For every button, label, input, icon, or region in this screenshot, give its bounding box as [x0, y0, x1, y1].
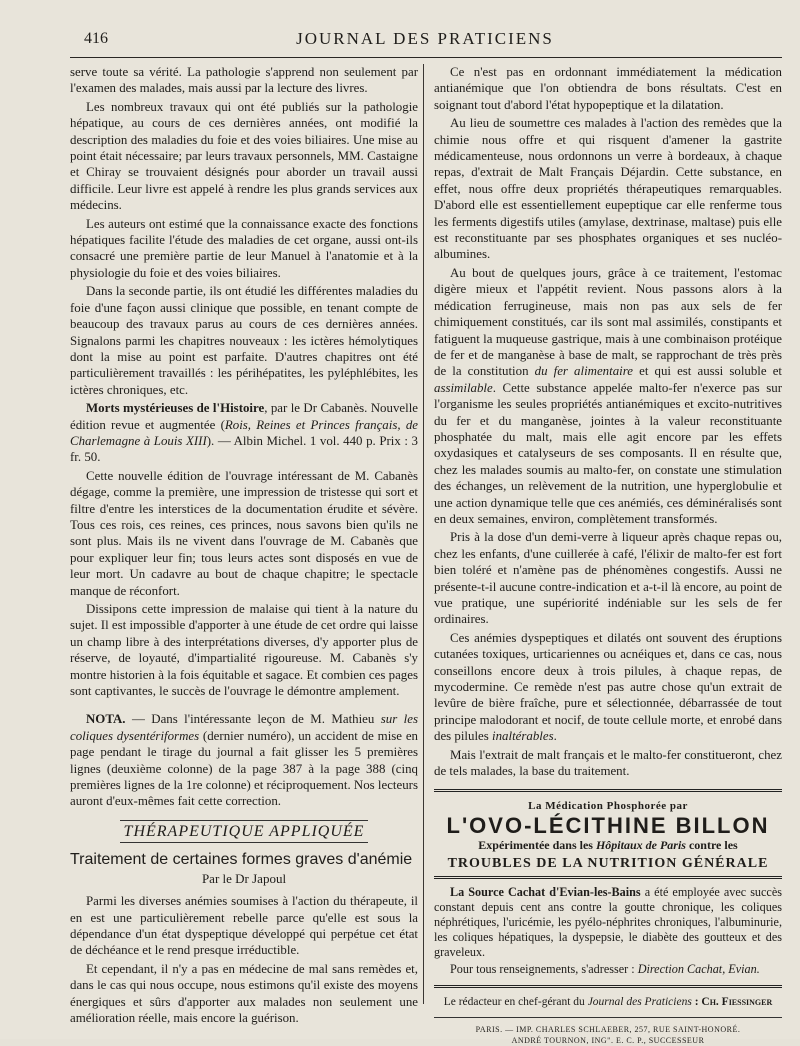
paragraph: Les auteurs ont estimé que la connaissance exacte des fonctions hépatiques facilite l'étude des maladies de cet organe, aussi ont-ils consacré une première partie de leur Manuel à l'anatomie et à la physiologie du foie et des voies biliaires. [70, 216, 418, 280]
text-run: . Cette substance appelée malto-fer n'exerce pas sur l'organisme les seules propriétés antianémiques et excito-nutritives du fer et du manganèse, jointes à la valeur reconstituante phosphatée du malt, mais elle agit encore par les effets oxydasiques et catalyseurs de ses composants. Il en résulte que, chez les malades soumis au malto-fer, on constate une stimulation des échanges, un relèvement de la nutrition, une hyperglobulie et une action dynamique telle que ces anémiés, ces déminéralisés sont en deux semaines, environ, complètement transformés. [434, 380, 782, 526]
paragraph [434, 630, 782, 745]
paragraph: Parmi les diverses anémies soumises à l'action du thérapeute, il en est une particulièrement rebelle parce qu'elle est sous la dépendance d'un état dyspeptique développé qui perpétue cet état de déchéance et le rend presque irréductible. [70, 894, 418, 958]
ad-subtitle [434, 837, 782, 853]
ad-text: a été employée avec succès constant depuis cent ans contre la goutte chronique, les coliques néphrétiques, l'uricémie, les pyélo-néphrites chroniques, l'albuminurie, les coliques hépatiques, la dyspepsie, le diabète des goutteux et des graveleux. [434, 885, 782, 960]
paragraph: Au lieu de soumettre ces malades à l'action des remèdes que la chimie nous offre et qui risquent d'amener la gastrite médicamenteuse, nous ordonnons un verre à bordeaux, à chaque repas, d'extrait de Malt Français Déjardin. Cette substance, en effet, nous offre deux propriétés thérapeutiques remarquables. D'abord elle est essentiellement eupeptique car elle renferme tous les ferments digestifs utiles (amylase, dextrinase, maltase) puis elle est reconstituante par ses phosphates organiques et ses nucléo-albumines. [434, 116, 782, 262]
advertisement-source-cachat [434, 885, 782, 988]
text-run: Ces anémies dyspeptiques et dilatés ont souvent des éruptions cutanées toxiques, urticariennes ou acnéiques et, dans ce cas, nous conseillons encore deux à trois pilules, à chaque repas, de mycodermine. Ce remède n'est pas autre chose qu'un extrait de levûre de bière fraîche, pure et sélectionnée, débarrassée de tout principe malodorant et nocif, de toute cellule morte, et enrobé dans des pilules [434, 630, 782, 744]
paragraph [434, 265, 782, 528]
page-number: 416 [84, 30, 108, 47]
ad-topic: TROUBLES DE LA NUTRITION GÉNÉRALE [447, 855, 769, 871]
book-publisher: ). — Albin Michel. 1 vol. 440 p. Prix : 3 fr. 50. [70, 433, 418, 465]
text-run: Au bout de quelques jours, grâce à ce traitement, l'estomac digère mieux et l'appétit revient. Nous passons alors à la médication ferrugineuse, mais non pas aux sels de fer chimiquement constitués, car ils sont mal assimilés, constipants et fatiguent la muqueuse gastrique, mais à une combinaison protéique de fer et de manganèse à base de malt, se rapprochant de très près de la constitution [434, 265, 782, 379]
article-author: Par le Dr Japoul [201, 870, 287, 886]
text-run: et qui est aussi soluble et [633, 364, 782, 379]
column-divider [423, 64, 424, 1004]
paragraph: Les nombreux travaux qui ont été publiés sur la pathologie hépatique, au cours de ces dernières années, ont modifié la description des maladies du foie et des voies biliaires. Une mise au point était nécessaire; par leurs travaux personnels, MM. Castaigne et Chiray se trouvaient désignés pour aborder un travail aussi difficile. Leur livre est appelé à rendre les plus grands services aux médecins. [70, 99, 418, 213]
text-italic: assimilable [434, 380, 493, 395]
editor-credit [434, 994, 782, 1017]
editor-name: : Ch. Fiessinger [691, 996, 773, 1009]
paragraph: Et cependant, il n'y a pas en médecine de mal sans remèdes et, dans le cas qui nous occupe, nous estimons qu'il existe des moyens énergiques et sûrs d'apporter aux malades non seulement une amélioration réelle, mais encore la guérison. [70, 961, 418, 1025]
book-review-heading [70, 400, 418, 466]
journal-title: JOURNAL DES PRATICIENS [296, 29, 554, 48]
paragraph: Cette nouvelle édition de l'ouvrage intéressant de M. Cabanès dégage, comme la première, une impression de tristesse qui sort et filtre d'entre les interstices de la documentation érudite et sévère. Tous ces rois, ces reines, ces princes, nous savons bien qu'ils ne sont plus. Mais ils ne vivent dans l'ouvrage de M. Cabanès que pour expliquer leur fin; tous leurs actes sont disposés en vue de leur mort. Un cadavre au bout de chaque chapitre; le spectacle manque de réconfort. [70, 468, 418, 598]
ad-product-name: L'OVO-LÉCITHINE BILLON [446, 812, 770, 838]
paragraph: Dans la seconde partie, ils ont étudié les différentes maladies du foie d'une façon aussi clinique que possible, en tenant compte de beaucoup des travaux parus au cours de ces dernières années. Signalons parmi les chapitres nouveaux : les ictères hémolytiques dont la mise au point est parfaite. D'autres chapitres ont été particulièrement travaillés : les périhépatites, les pyléphlébites, les ictères chroniques, etc. [70, 284, 418, 397]
paragraph: serve toute sa vérité. La pathologie s'apprend non seulement par l'examen des malades, mais aussi par la lecture des livres. [70, 65, 418, 96]
article-title: Traitement de certaines formes graves d'anémie [70, 851, 413, 869]
text-italic: inaltérables [492, 729, 554, 744]
nota-text: (dernier numéro), un accident de mise en page pendant le tirage du journal a fait glisser les 5 premières lignes (deuxième colonne) de la page 387 à la page 388 (cinq premières lignes de la 1re colonne) et réciproquement. Nos lecteurs auront d'eux-mêmes fait cette correction. [70, 728, 418, 809]
printer-line: PARIS. — IMP. CHARLES SCHLAEBER, 257, RUE SAINT-HONORÉ. [475, 1024, 741, 1034]
ad-subtitle-italic: Hôpitaux de Paris [595, 838, 686, 853]
printer-line: ANDRÉ TOURNON, ING". E. C. P., SUCCESSEUR [511, 1035, 705, 1045]
ad-contact [434, 962, 782, 977]
paragraph: Dissipons cette impression de malaise qui tient à la nature du sujet. Il est impossible d'apporter à une étude de cet ordre qui laisse un champ libre à des interprétations diverses, d'y apporter plus de réserve, de loyauté, d'impartialité rigoureuse. M. Cabanès s'y montre historien à la fois équitable et sagace. Et combien ces pages sont captivantes, le succès de l'ouvrage le démontre amplement. [70, 602, 418, 699]
section-title-text: THÉRAPEUTIQUE APPLIQUÉE [120, 820, 369, 843]
printer-imprint [434, 1024, 782, 1046]
ad-intro: La Médication Phosphorée par [528, 800, 688, 813]
text-italic: du fer alimentaire [534, 364, 633, 379]
text-run: . [553, 729, 557, 744]
nota-label: NOTA. [86, 712, 126, 727]
ad-contact-text: Pour tous renseignements, s'adresser : [450, 962, 638, 977]
nota-italic: sur les coliques dysentériformes [70, 712, 419, 743]
ad-contact-italic: Direction Cachat, Evian. [637, 962, 760, 977]
book-series: Rois, Reines et Princes français, de Charlemagne à Louis XIII [70, 417, 419, 448]
page-header [70, 26, 780, 52]
nota-text: — Dans l'intéressante leçon de M. Mathieu [125, 712, 381, 727]
paragraph: Pris à la dose d'un demi-verre à liqueur après chaque repas ou, chez les enfants, d'une cuillerée à café, l'élixir de malto-fer est fort bien toléré et n'amène pas de phénomènes congestifs. Aussi ne présente-t-il aucune contre-indication et a-t-il là encore, au point de vue pratique, une supériorité indéniable sur les sels de fer ordinaires. [434, 530, 782, 627]
right-column [434, 64, 782, 1046]
editor-italic: Journal des Praticiens [587, 996, 692, 1009]
book-author: , par le Dr Cabanès. [264, 401, 368, 416]
header-divider [70, 57, 782, 58]
book-title: Morts mystérieuses de l'Histoire [86, 401, 265, 416]
ad-body [434, 885, 782, 960]
left-column [70, 64, 418, 1028]
ad-subtitle-text: contre les [685, 838, 738, 853]
ad-lead: La Source Cachat d'Evian-les-Bains [450, 885, 641, 900]
book-edition: Nouvelle édition revue et augmentée ( [70, 401, 418, 432]
paragraph: Ce n'est pas en ordonnant immédiatement la médication antianémique que l'on obtiendra de bons résultats. C'est en soignant tout d'abord l'état hypopeptique et la dilatation. [434, 65, 782, 112]
section-title [70, 824, 418, 840]
ad-subtitle-text: Expérimentée dans les [478, 838, 596, 853]
advertisement-ovo-lecithine [434, 789, 782, 879]
nota-note [70, 711, 418, 809]
editor-text: Le rédacteur en chef-gérant du [443, 996, 588, 1009]
paragraph: Mais l'extrait de malt français et le malto-fer constitueront, chez de tels malades, la base du traitement. [434, 747, 782, 779]
